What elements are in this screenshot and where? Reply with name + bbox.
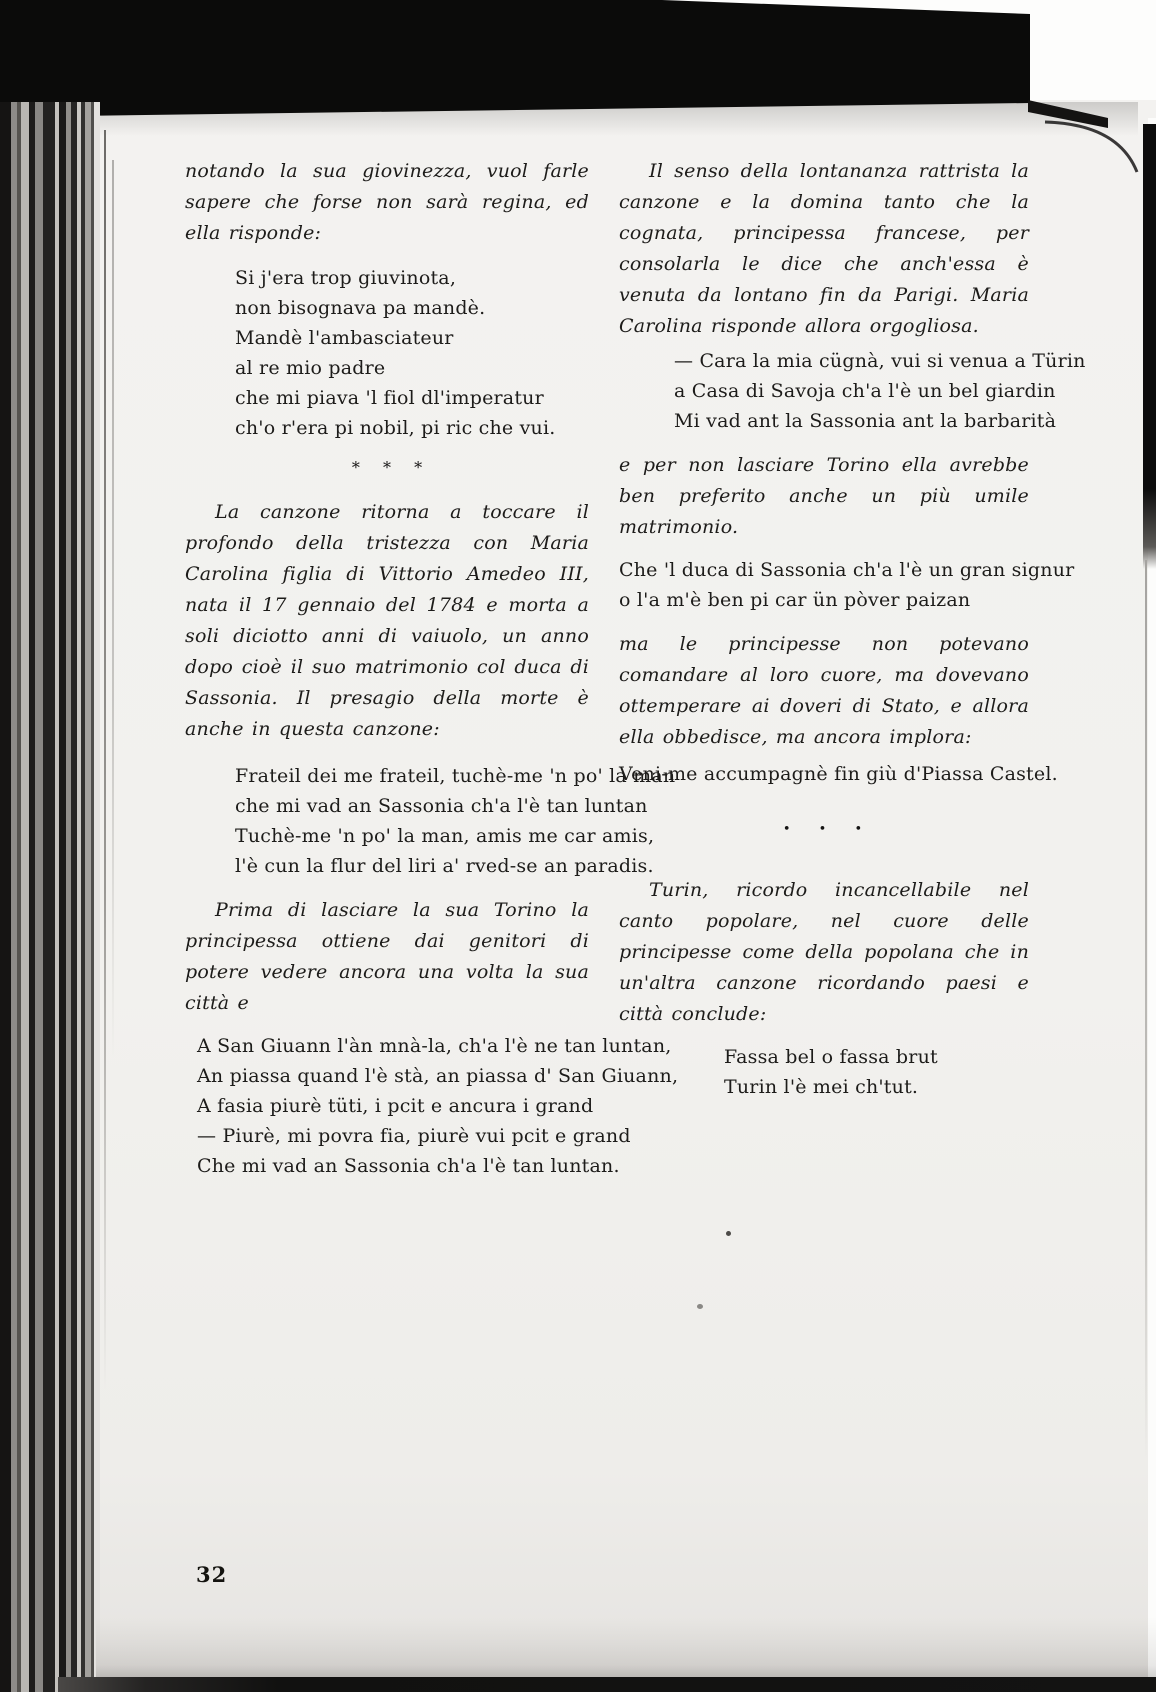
verse-line: a Casa di Savoja ch'a l'è un bel giardin xyxy=(674,380,1056,402)
verse-line: Mi vad ant la Sassonia ant la barbarità xyxy=(674,410,1057,432)
verse-stanza xyxy=(619,346,1086,436)
commentary-paragraph: ma le principesse non potevano comandare al loro cuore, ma dovevano ottemperare ai doveri di Stato, e allora ella obbedisce, ma ancora implora: xyxy=(619,633,1029,748)
verse-line: Veni-me accumpagnè fin giù d'Piassa Castel. xyxy=(619,763,1058,785)
verse-line: che mi piava 'l fiol dl'imperatur xyxy=(235,387,544,409)
page-edge-line xyxy=(104,130,106,1390)
commentary-paragraph: La canzone ritorna a toccare il profondo della tristezza con Maria Carolina figlia di Vittorio Amedeo III, nata il 17 gennaio del 1784 e morta a soli diciotto anni di vaiuolo, un anno dopo cioè il suo matrimonio col duca di Sassonia. Il presagio della morte è anche in questa canzone: xyxy=(185,501,589,740)
verse-line: Turin l'è mei ch'tut. xyxy=(724,1076,919,1098)
verse-line: — Piurè, mi povra fia, piurè vui pcit e grand xyxy=(197,1125,631,1147)
verse-line: o l'a m'è ben pi car ün pòver paizan xyxy=(619,589,971,611)
verse-line: Fassa bel o fassa brut xyxy=(724,1046,938,1068)
verse-stanza xyxy=(185,263,589,443)
verse-stanza xyxy=(619,759,1058,789)
book-binding-edges xyxy=(0,102,100,1692)
stanza-separator: • • • xyxy=(782,822,875,837)
verse-line: ch'o r'era pi nobil, pi ric che vui. xyxy=(235,417,556,439)
verse-line: Che mi vad an Sassonia ch'a l'è tan luntan. xyxy=(197,1155,620,1177)
verse-line: Mandè l'ambasciateur xyxy=(235,327,454,349)
verse-stanza xyxy=(185,761,676,881)
verse-line: — Cara la mia cügnà, vui si venua a Türin xyxy=(674,350,1086,372)
page-bottom-shadow xyxy=(96,1617,1156,1677)
verse-line: al re mio padre xyxy=(235,357,386,379)
commentary-paragraph: notando la sua giovinezza, vuol farle sapere che forse non sarà regina, ed ella risponde: xyxy=(185,160,589,244)
verse-line: non bisognava pa mandè. xyxy=(235,297,486,319)
verse-line: An piassa quand l'è stà, an piassa d' San Giuann, xyxy=(197,1065,679,1087)
scanner-bottom-black-bar xyxy=(58,1677,1156,1692)
verse-line: Tuchè-me 'n po' la man, amis me car amis, xyxy=(235,825,655,847)
verse-line: Frateil dei me frateil, tuchè-me 'n po' la man xyxy=(235,765,676,787)
verse-line: l'è cun la flur del liri a' rved-se an paradis. xyxy=(235,855,654,877)
commentary-paragraph: Il senso della lontananza rattrista la canzone e la domina tanto che la cognata, principessa francese, per consolarla le dice che anch'essa è venuta da lontano fin da Parigi. Maria Carolina risponde allora orgogliosa. xyxy=(619,160,1029,337)
scanner-right-black-strip xyxy=(1143,124,1156,569)
left-text-column xyxy=(185,156,679,1181)
verse-line: A San Giuann l'àn mnà-la, ch'a l'è ne tan luntan, xyxy=(197,1035,672,1057)
commentary-paragraph: Turin, ricordo incancellabile nel canto popolare, nel cuore delle principesse come della popolana che in un'altra canzone ricordando paesi e città conclude: xyxy=(619,879,1029,1025)
commentary-paragraph: Prima di lasciare la sua Torino la principessa ottiene dai genitori di potere vedere ancora una volta la sua città e xyxy=(185,899,589,1014)
verse-line: A fasia piurè tüti, i pcit e ancura i grand xyxy=(197,1095,594,1117)
verse-line: che mi vad an Sassonia ch'a l'è tan luntan xyxy=(235,795,648,817)
page-right-edge-line xyxy=(1145,560,1147,1460)
verse-stanza xyxy=(619,555,1075,615)
verse-stanza xyxy=(619,1042,1029,1102)
page-number: 32 xyxy=(196,1562,228,1587)
verse-line: Che 'l duca di Sassonia ch'a l'è un gran signur xyxy=(619,559,1075,581)
verse-stanza xyxy=(185,1031,679,1181)
page-edge-line xyxy=(112,160,114,1060)
verse-line: Si j'era trop giuvinota, xyxy=(235,267,457,289)
commentary-paragraph: e per non lasciare Torino ella avrebbe ben preferito anche un più umile matrimonio. xyxy=(619,454,1029,538)
right-text-column xyxy=(619,156,1086,1102)
scan-speck xyxy=(726,1231,731,1236)
stanza-separator: * * * xyxy=(351,458,432,477)
scan-speck xyxy=(697,1304,703,1309)
